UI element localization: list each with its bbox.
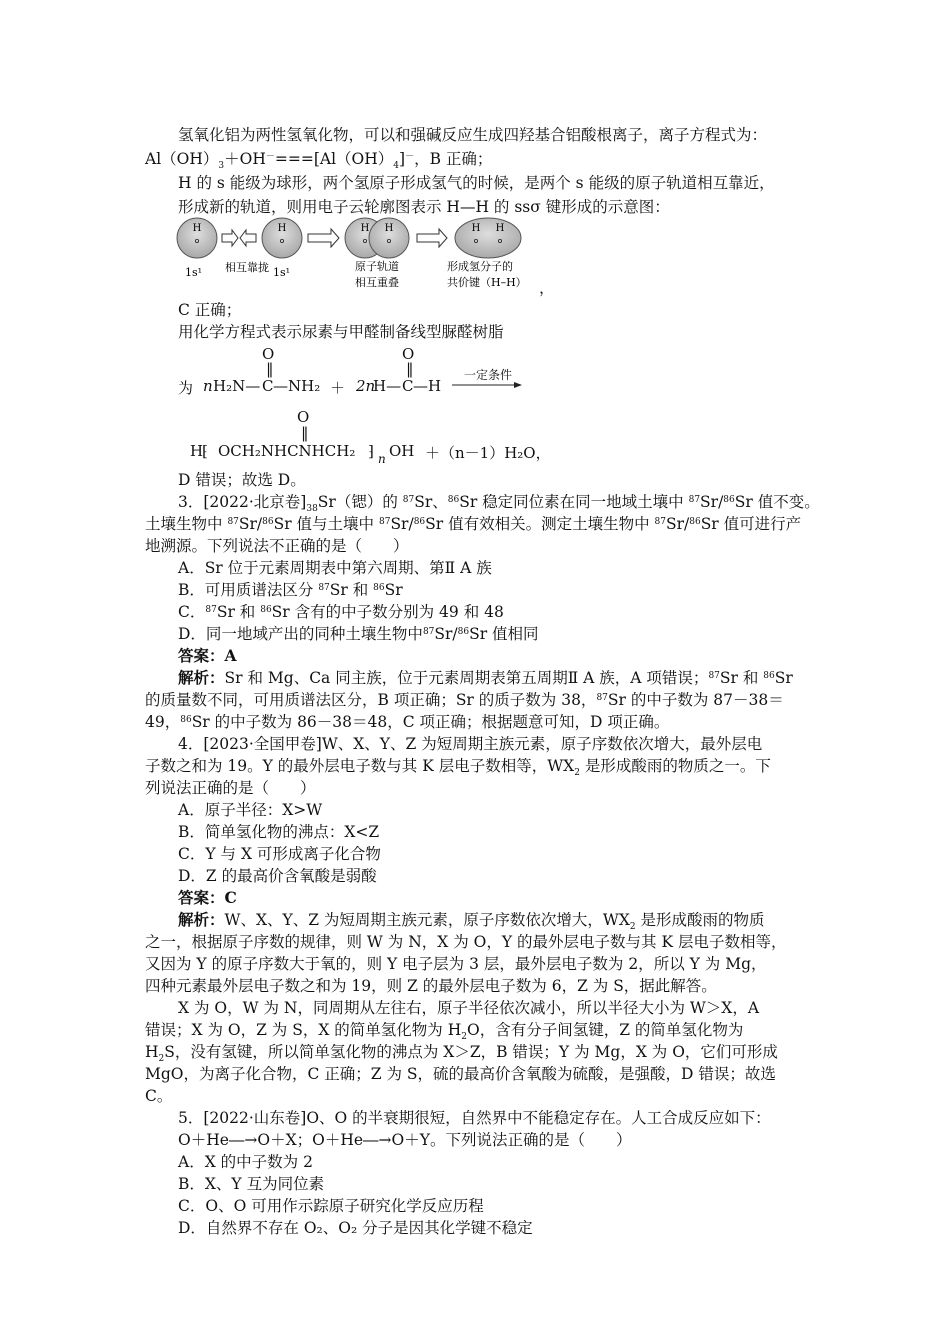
explanation-line: 错误；X 为 O，Z 为 S，X 的简单氢化物为 $H_2O$，含有分子间氢键，Z 的简单氢化物为 (145, 1021, 744, 1043)
question-5-line-2: O＋He―→O＋X；O＋He―→O＋Y。下列说法正确的是（ ） (178, 1131, 632, 1149)
text-line: 氢氧化铝为两性氢氧化物，可以和强碱反应生成四羟基合铝酸根离子，离子方程式为： (178, 126, 768, 144)
option-b: B．可用质谱法区分 $^{87}$Sr 和 $^{86}$Sr (178, 581, 403, 599)
orbital-overlap-figure (175, 214, 545, 294)
explanation-line: 解析：Sr 和 Mg、Ca 同主族，位于元素周期表第五周期Ⅱ A 族，A 项错误；$^{87}$Sr 和 $^{86}$Sr (178, 668, 793, 687)
question-3-line-3: 地溯源。下列说法不正确的是（ ） (145, 537, 409, 555)
explanation-line: 又因为 Y 的原子序数大于氧的，则 Y 电子层为 3 层，最外层电子数为 2，所以 Y 为 Mg， (145, 955, 767, 973)
option-a: A．原子半径：X>W (178, 801, 323, 819)
svg-text:相互重叠: 相互重叠 (355, 276, 399, 289)
answer: 答案：C (178, 888, 237, 907)
text-comma: ， (539, 279, 555, 297)
question-3-line-1: 3．[2022·北京卷]$_{38}Sr$（锶）的 $^{87}$Sr、$^{86}$Sr 稳定同位素在同一地域土壤中 $^{87}$Sr/$^{86}$Sr 值不变。 (178, 493, 820, 515)
explanation-line: X 为 O，W 为 N，同周期从左往右，原子半径依次减小，所以半径大小为 W＞X，A (178, 999, 760, 1017)
option-d: D．自然界不存在 O₂、O₂ 分子是因其化学键不稳定 (178, 1219, 533, 1237)
arrow-right-icon (417, 229, 447, 247)
question-4-line-3: 列说法正确的是（ ） (145, 779, 316, 797)
question-3-line-2: 土壤生物中 $^{87}$Sr/$^{86}$Sr 值与土壤中 $^{87}$Sr/$^{86}$Sr 值有效相关。测定土壤生物中 $^{87}$Sr/$^{86}$Sr 值可进行产 (145, 515, 802, 533)
option-c: C．O、O 可用作示踪原子研究化学反应历程 (178, 1197, 484, 1215)
explanation-line: 四种元素最外层电子数之和为 19，则 Z 的最外层电子数为 6，Z 为 S，据此解答。 (145, 977, 717, 995)
svg-text:原子轨道: 原子轨道 (355, 260, 399, 273)
text-line: C 正确； (178, 301, 242, 319)
explanation-line: 之一，根据原子序数的规律，则 W 为 N，X 为 O，Y 的最外层电子数与其 K 层电子数相等， (145, 933, 787, 951)
arrow-right-icon (222, 230, 238, 246)
svg-text:共价键（H–H）: 共价键（H–H） (447, 276, 527, 289)
option-c: C．$^{87}$Sr 和 $^{86}$Sr 含有的中子数分别为 49 和 48 (178, 603, 504, 621)
answer: 答案：A (178, 646, 237, 665)
svg-text:H: H (277, 223, 287, 234)
explanation-line: $H_2S$，没有氢键，所以简单氢化物的沸点为 X＞Z，B 错误；Y 为 Mg，X 为 O，它们可形成 (145, 1043, 778, 1065)
question-5-line-1: 5．[2022·山东卷]O、O 的半衰期很短，自然界中不能稳定存在。人工合成反应如下： (178, 1109, 771, 1127)
question-4-line-2: 子数之和为 19。Y 的最外层电子数与其 K 层电子数相等，$WX_2$ 是形成酸雨的物质之一。下 (145, 757, 771, 779)
option-b: B．简单氢化物的沸点：X<Z (178, 823, 380, 841)
option-d: D．同一地域产出的同种土壤生物中$^{87}$Sr/$^{86}$Sr 值相同 (178, 625, 539, 643)
option-a: A．X 的中子数为 2 (178, 1153, 313, 1171)
text-line: H 的 s 能级为球形，两个氢原子形成氢气的时候，是两个 s 能级的原子轨道相互靠近， (178, 174, 775, 192)
option-b: B．X、Y 互为同位素 (178, 1175, 325, 1193)
reaction-arrow-icon (452, 380, 524, 390)
text-line: D 错误；故选 D。 (178, 471, 306, 489)
text-line: 形成新的轨道，则用电子云轮廓图表示 H—H 的 ssσ 键形成的示意图： (178, 198, 670, 216)
svg-text:形成氢分子的: 形成氢分子的 (447, 260, 513, 273)
svg-text:相互靠拢: 相互靠拢 (225, 261, 269, 274)
arrow-left-icon (240, 230, 256, 246)
question-4-line-1: 4．[2023·全国甲卷]W、X、Y、Z 为短周期主族元素，原子序数依次增大，最外层电 (178, 735, 763, 753)
option-d: D．Z 的最高价含氧酸是弱酸 (178, 867, 377, 885)
explanation-line: 的质量数不同，可用质谱法区分，B 项正确；Sr 的质子数为 38，$^{87}$Sr 的中子数为 87－38＝ (145, 691, 784, 709)
svg-text:H: H (360, 223, 370, 234)
explanation-line: C。 (145, 1087, 173, 1105)
explanation-line: MgO，为离子化合物，C 正确；Z 为 S，硫的最高价含氧酸为硫酸，是强酸，D 错误；故选 (145, 1065, 776, 1083)
option-a: A．Sr 位于元素周期表中第六周期、第Ⅱ A 族 (178, 559, 492, 577)
explanation-line: 解析：W、X、Y、Z 为短周期主族元素，原子序数依次增大，$WX_2$ 是形成酸雨的物质 (178, 910, 765, 933)
explanation-line: 49，$^{86}$Sr 的中子数为 86－38＝48，C 项正确；根据题意可知，D 项正确。 (145, 713, 670, 731)
svg-text:1s¹: 1s¹ (273, 266, 291, 279)
text-line: 用化学方程式表示尿素与甲醛制备线型脲醛树脂 (178, 323, 504, 341)
ionic-equation: $Al(OH)_3+OH^-===[Al(OH)_4]^-$，B 正确； (145, 150, 493, 172)
svg-text:H: H (384, 223, 394, 234)
document-page: 氢氧化铝为两性氢氧化物，可以和强碱反应生成四羟基合铝酸根离子，离子方程式为： $Al(OH)_3+OH^-===[Al(OH)_4]^-$，B 正确； H 的 s 能级为球形，两个氢原子形成氢气的时候，是两个 s 能级的原子轨道相互靠近， 形成新的轨道，则用电子云轮廓图表示 H—H 的 ssσ 键形成的示意图： H H H H H H 1s¹ 相互靠拢 1s¹ 原子轨道 相互重叠 形成氢分子的 共价键（H–H） ， C 正确； 用化学方程式表示尿素与甲醛制备线型脲醛树脂 为 n H₂N— O ‖ C —NH₂ ＋ 2n H— O ‖ C —H 一定条件 O ‖ H ⁅ OCH₂NHCNHCH₂ ⁆ n OH ＋（n－1）H₂O， D 错误；故选 D。 3．[2022·北京卷]$_{38}Sr$（锶）的 $^{87}$Sr、$^{86}$Sr 稳定同位素在同一地域土壤中 $^{87}$Sr/$^{86}$Sr 值不变。 土壤生物中 $^{87}$Sr/$^{86}$Sr 值与土壤中 $^{87}$Sr/$^{86}$Sr 值有效相关。测定土壤生物中 $^{87}$Sr/$^{86}$Sr 值可进行产 地溯源。下列说法不正确的是（ ） A．Sr 位于元素周期表中第六周期、第Ⅱ A 族 B．可用质谱法区分 $^{87}$Sr 和 $^{86}$Sr C．$^{87}$Sr 和 $^{86}$Sr 含有的中子数分别为 49 和 48 D．同一地域产出的同种土壤生物中$^{87}$Sr/$^{86}$Sr 值相同 答案：A 解析：Sr 和 Mg、Ca 同主族，位于元素周期表第五周期Ⅱ A 族，A 项错误；$^{87}$Sr 和 $^{86}$Sr 的质量数不同，可用质谱法区分，B 项正确；Sr 的质子数为 38，$^{87}$Sr 的中子数为 87－38＝ 49，$^{86}$Sr 的中子数为 86－38＝48，C 项正确；根据题意可知，D 项正确。 4．[2023·全国甲卷]W、X、Y、Z 为短周期主族元素，原子序数依次增大，最外层电 子数之和为 19。Y 的最外层电子数与其 K 层电子数相等，$WX_2$ 是形成酸雨的物质之一。下 列说法正确的是（ ） A．原子半径：X>W B．简单氢化物的沸点：X<Z C．Y 与 X 可形成离子化合物 D．Z 的最高价含氧酸是弱酸 答案：C 解析：W、X、Y、Z 为短周期主族元素，原子序数依次增大，$WX_2$ 是形成酸雨的物质 之一，根据原子序数的规律，则 W 为 N，X 为 O，Y 的最外层电子数与其 K 层电子数相等， 又因为 Y 的原子序数大于氧的，则 Y 电子层为 3 层，最外层电子数为 2，所以 Y 为 Mg， 四种元素最外层电子数之和为 19，则 Z 的最外层电子数为 6，Z 为 S，据此解答。 X 为 O，W 为 N，同周期从左往右，原子半径依次减小，所以半径大小为 W＞X，A 错误；X 为 O，Z 为 S，X 的简单氢化物为 $H_2O$，含有分子间氢键，Z 的简单氢化物为 $H_2S$，没有氢键，所以简单氢化物的沸点为 X＞Z，B 错误；Y 为 Mg，X 为 O，它们可形成 MgO，为离子化合物，C 正确；Z 为 S，硫的最高价含氧酸为硫酸，是强酸，D 错误；故选 C。 5．[2022·山东卷]O、O 的半衰期很短，自然界中不能稳定存在。人工合成反应如下： O＋He―→O＋X；O＋He―→O＋Y。下列说法正确的是（ ） A．X 的中子数为 2 B．X、Y 互为同位素 C．O、O 可用作示踪原子研究化学反应历程 D．自然界不存在 O₂、O₂ 分子是因其化学键不稳定 (145, 126, 820, 1237)
arrow-right-icon (308, 229, 339, 247)
svg-text:H: H (471, 223, 481, 234)
h2-molecule-orbital (455, 218, 521, 258)
h-label: H (192, 223, 202, 234)
svg-text:1s¹: 1s¹ (185, 266, 203, 279)
option-c: C．Y 与 X 可形成离子化合物 (178, 845, 381, 863)
svg-text:H: H (495, 223, 505, 234)
